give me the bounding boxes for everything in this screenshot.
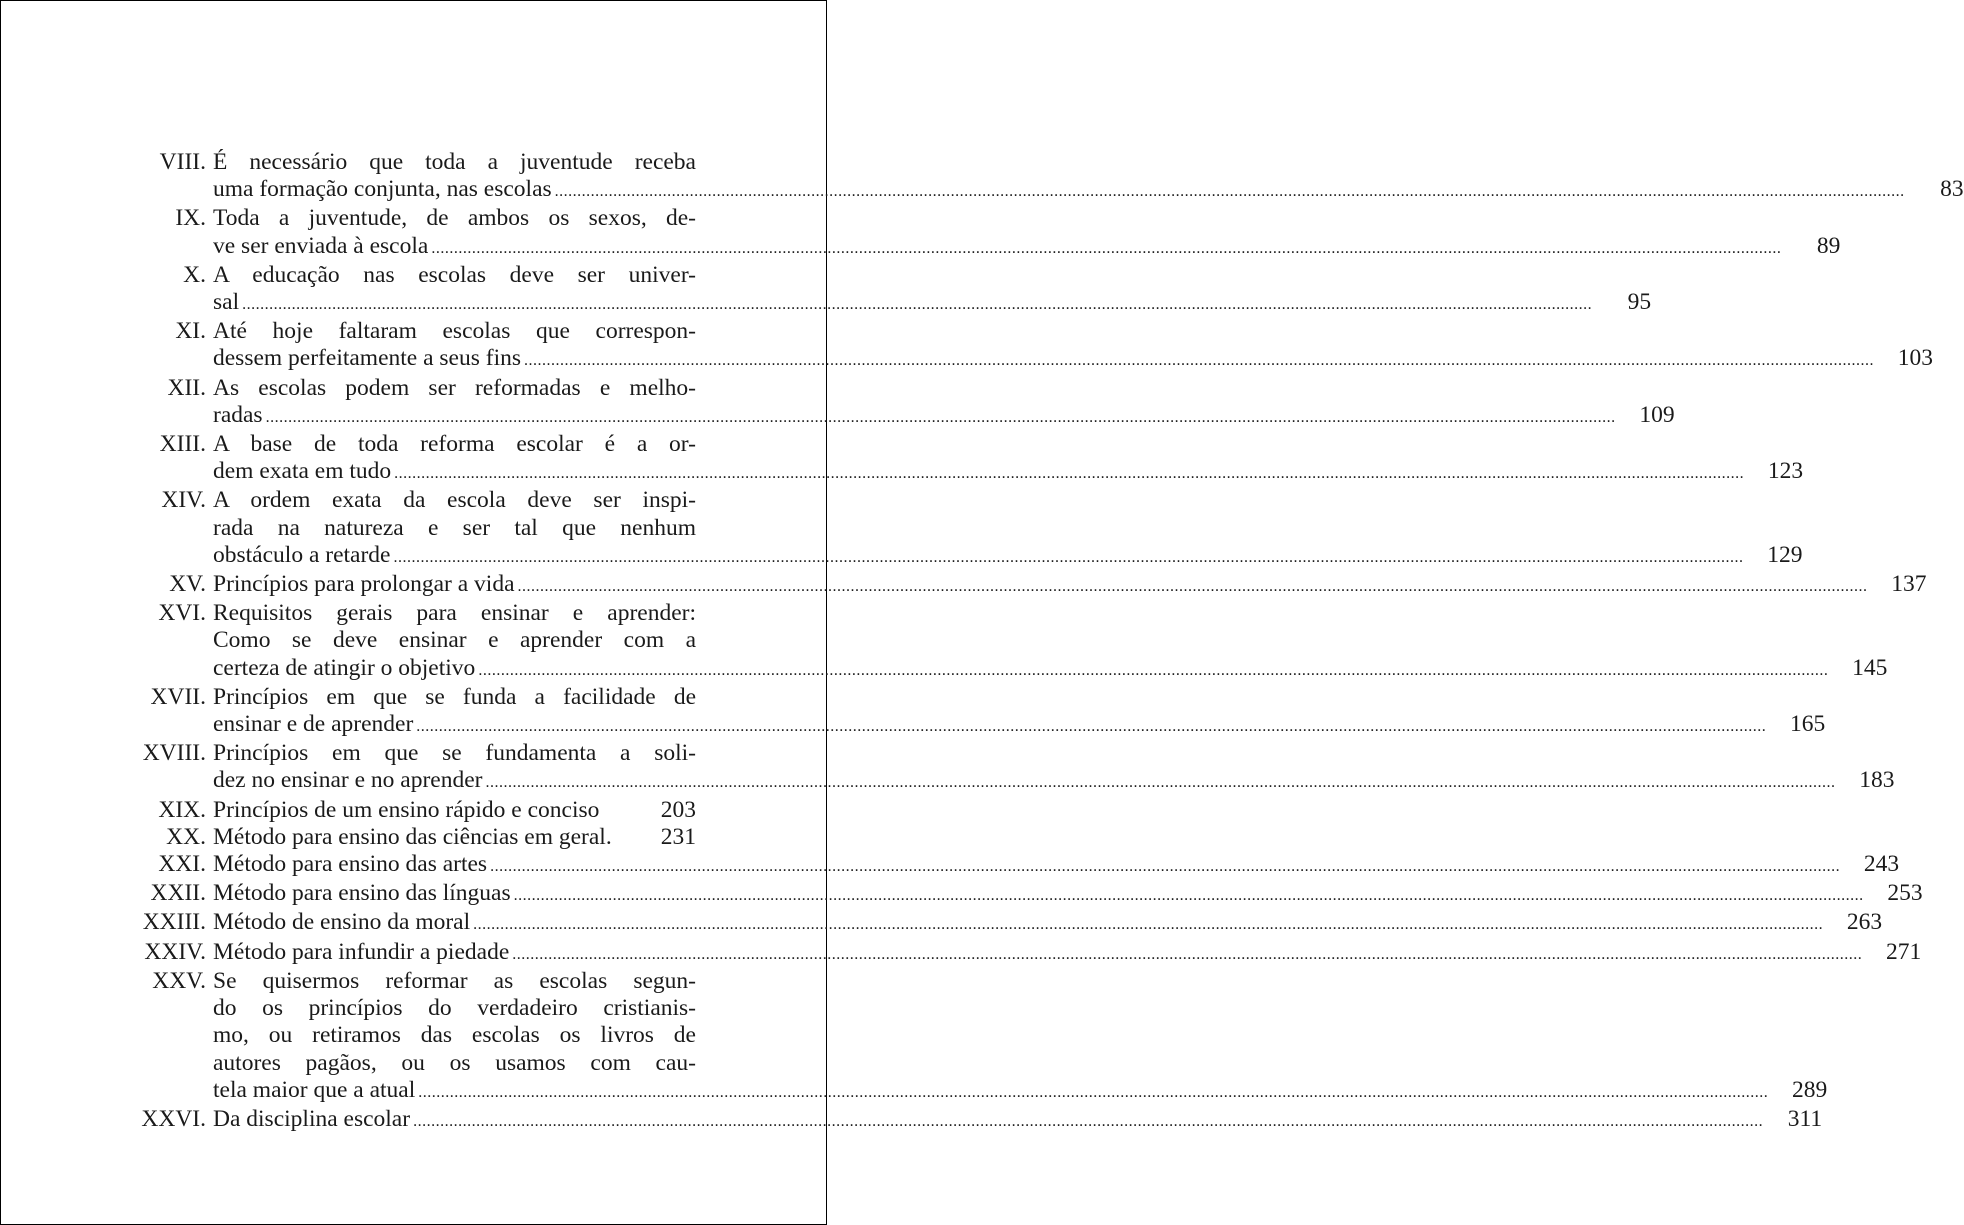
chapter-title	[213, 205, 1841, 261]
chapter-title-line: radas	[213, 401, 263, 428]
toc-entry	[131, 683, 1826, 740]
chapter-title-line: Princípios para prolongar a vida	[213, 571, 515, 598]
chapter-title-line: ve ser enviada à escola	[213, 232, 429, 259]
chapter-title-last-line	[213, 824, 696, 851]
chapter-number: XII.	[167, 374, 206, 401]
page-number: 129	[1767, 541, 1803, 568]
page-number: 83	[1940, 176, 1964, 203]
chapter-number: XVII.	[150, 683, 206, 710]
dot-leader: ............................................................................................................................................................................................................................................................................................................	[512, 945, 1863, 963]
page-number: 311	[1787, 1105, 1823, 1132]
chapter-number: XV.	[169, 571, 206, 598]
chapter-title-line: Da disciplina escolar	[213, 1105, 411, 1132]
page-number: 109	[1639, 401, 1675, 428]
chapter-title-last-line	[213, 851, 1900, 880]
chapter-title-line: Princípios de um ensino rápido e conciso	[213, 796, 600, 823]
chapter-title-line: Como se deve ensinar e aprender com a	[213, 627, 696, 654]
chapter-title	[213, 851, 1900, 880]
chapter-title	[213, 149, 1964, 205]
chapter-title-last-line	[213, 571, 1927, 600]
dot-leader: ............................................................................................................................................................................................................................................................................................................	[431, 239, 1782, 257]
chapter-title-last-line	[213, 1076, 1828, 1106]
dot-leader: ............................................................................................................................................................................................................................................................................................................	[490, 858, 1841, 876]
chapter-title-last-line	[213, 880, 1923, 909]
chapter-title-line: A ordem exata da escola deve ser inspi-	[213, 487, 696, 514]
chapter-title-last-line	[213, 232, 1841, 262]
toc-entry	[131, 740, 1895, 796]
dot-leader: ............................................................................................................................................................................................................................................................................................................	[394, 465, 1745, 483]
toc-entry	[131, 851, 1900, 880]
toc-entry	[131, 318, 1934, 374]
chapter-title-line: mo, ou retiramos das escolas os livros de	[213, 1022, 696, 1049]
chapter-title-line: obstáculo a retarde	[213, 541, 391, 568]
page-number: 137	[1891, 571, 1927, 598]
chapter-title	[213, 880, 1923, 909]
chapter-number: X.	[183, 261, 206, 288]
toc-entry	[131, 261, 1652, 318]
chapter-title-line: tela maior que a atual	[213, 1076, 416, 1103]
table-of-contents	[131, 149, 1964, 1135]
chapter-title-line: dessem perfeitamente a seus fins	[213, 345, 522, 372]
chapter-title	[213, 683, 1826, 740]
page-number: 289	[1792, 1076, 1828, 1103]
chapter-title-last-line	[213, 541, 1803, 571]
dot-leader: ............................................................................................................................................................................................................................................................................................................	[554, 183, 1905, 201]
chapter-number: XXII.	[150, 880, 206, 907]
dot-leader: ............................................................................................................................................................................................................................................................................................................	[242, 296, 1593, 314]
chapter-title-line: Princípios em que se funda a facilidade de	[213, 683, 696, 710]
chapter-title	[213, 740, 1895, 796]
chapter-title	[213, 600, 1888, 684]
page-number: 243	[1863, 851, 1900, 878]
toc-entry	[131, 967, 1828, 1106]
page-number: 89	[1816, 232, 1841, 259]
page-number: 183	[1859, 767, 1895, 794]
chapter-title-line: dez no ensinar e no aprender	[213, 767, 483, 794]
chapter-title-line: Se quisermos reformar as escolas segun-	[213, 967, 696, 994]
chapter-title-last-line	[213, 458, 1804, 487]
chapter-title	[213, 571, 1927, 600]
chapter-title-line: Método de ensino da moral	[213, 909, 471, 936]
chapter-number: XX.	[166, 823, 206, 850]
dot-leader: ............................................................................................................................................................................................................................................................................................................	[413, 1112, 1764, 1130]
chapter-title-line: Até hoje faltaram escolas que correspon-	[213, 318, 696, 345]
dot-leader: ............................................................................................................................................................................................................................................................................................................	[416, 718, 1767, 736]
toc-entry	[131, 487, 1803, 571]
dot-leader: ............................................................................................................................................................................................................................................................................................................	[265, 408, 1616, 426]
chapter-title-line: Método para ensino das artes	[213, 851, 488, 878]
chapter-title	[213, 938, 1922, 968]
page-number: 231	[660, 823, 696, 850]
chapter-title-last-line	[213, 176, 1964, 205]
toc-entry	[131, 797, 696, 824]
toc-entry	[131, 374, 1675, 431]
chapter-number: XXV.	[152, 967, 206, 994]
dot-leader: ............................................................................................................................................................................................................................................................................................................	[393, 548, 1744, 566]
page-number: 203	[660, 796, 696, 823]
chapter-title	[213, 797, 696, 824]
chapter-number: XXIV.	[144, 938, 206, 965]
chapter-number: XXVI.	[141, 1105, 206, 1132]
chapter-title-last-line	[213, 401, 1675, 431]
dot-leader: ............................................................................................................................................................................................................................................................................................................	[473, 916, 1824, 934]
dot-leader: ............................................................................................................................................................................................................................................................................................................	[485, 774, 1836, 792]
chapter-title	[213, 374, 1675, 431]
toc-entry	[131, 938, 1922, 968]
chapter-title-last-line	[213, 654, 1888, 684]
chapter-number: XI.	[175, 318, 206, 345]
chapter-title-line: rada na natureza e ser tal que nenhum	[213, 514, 696, 541]
dot-leader: ............................................................................................................................................................................................................................................................................................................	[478, 661, 1829, 679]
chapter-title-last-line	[213, 345, 1934, 374]
chapter-number: XVIII.	[142, 740, 206, 767]
page-number: 165	[1790, 711, 1826, 738]
toc-entry	[131, 205, 1841, 261]
chapter-title	[213, 909, 1883, 938]
toc-entry	[131, 909, 1883, 938]
chapter-number: XXIII.	[142, 909, 206, 936]
page-number: 95	[1627, 289, 1652, 316]
chapter-number: XIX.	[158, 796, 206, 823]
toc-entry	[131, 571, 1927, 600]
chapter-title-last-line	[213, 797, 696, 824]
page-number: 253	[1887, 880, 1923, 907]
page-number: 123	[1767, 458, 1804, 485]
toc-entry	[131, 149, 1964, 205]
toc-entry	[131, 1105, 1823, 1135]
chapter-title	[213, 824, 696, 851]
toc-entry	[131, 824, 696, 851]
toc-entry	[131, 880, 1923, 909]
chapter-title-line: É necessário que toda a juventude receba	[213, 149, 696, 175]
chapter-number: VIII.	[159, 149, 206, 175]
chapter-title	[213, 487, 1803, 571]
chapter-title-line: Método para infundir a piedade	[213, 938, 510, 965]
chapter-title-last-line	[213, 938, 1922, 968]
page-number: 103	[1897, 345, 1934, 372]
chapter-title-line: sal	[213, 289, 240, 316]
chapter-title-line: Princípios em que se fundamenta a soli-	[213, 740, 696, 767]
chapter-title-line: A educação nas escolas deve ser univer-	[213, 261, 696, 288]
dot-leader: ............................................................................................................................................................................................................................................................................................................	[418, 1083, 1769, 1101]
chapter-title-line: A base de toda reforma escolar é a or-	[213, 431, 696, 458]
chapter-number: XIII.	[159, 431, 206, 458]
chapter-title	[213, 318, 1934, 374]
chapter-title-line: Requisitos gerais para ensinar e aprender:	[213, 600, 696, 627]
chapter-title-last-line	[213, 711, 1826, 740]
chapter-title-line: do os princípios do verdadeiro cristianis-	[213, 995, 696, 1022]
page-number: 271	[1886, 938, 1922, 965]
chapter-title	[213, 967, 1828, 1106]
chapter-title	[213, 261, 1652, 318]
page-number: 263	[1846, 909, 1883, 936]
chapter-title-last-line	[213, 767, 1895, 796]
chapter-title-line: Método para ensino das línguas	[213, 880, 511, 907]
dot-leader: ............................................................................................................................................................................................................................................................................................................	[513, 887, 1864, 905]
toc-entry	[131, 431, 1804, 487]
chapter-title-line: As escolas podem ser reformadas e melho-	[213, 374, 696, 401]
chapter-title-line: ensinar e de aprender	[213, 711, 414, 738]
chapter-title-last-line	[213, 1105, 1823, 1135]
page-number: 145	[1852, 654, 1888, 681]
chapter-number: XVI.	[158, 600, 206, 627]
chapter-title-line: certeza de atingir o objetivo	[213, 654, 476, 681]
chapter-title-line: Método para ensino das ciências em geral.	[213, 823, 612, 850]
chapter-title-last-line	[213, 289, 1652, 318]
dot-leader: ............................................................................................................................................................................................................................................................................................................	[524, 352, 1875, 370]
toc-entry	[131, 600, 1888, 684]
chapter-title-line: autores pagãos, ou os usamos com cau-	[213, 1049, 696, 1076]
chapter-title	[213, 1105, 1823, 1135]
chapter-number: XXI.	[158, 851, 206, 878]
chapter-title-line: uma formação conjunta, nas escolas	[213, 176, 552, 203]
chapter-number: XIV.	[161, 487, 206, 514]
chapter-title-last-line	[213, 909, 1883, 938]
chapter-title	[213, 431, 1804, 487]
chapter-title-line: dem exata em tudo	[213, 458, 392, 485]
chapter-number: IX.	[175, 205, 206, 232]
dot-leader: ............................................................................................................................................................................................................................................................................................................	[517, 578, 1868, 596]
chapter-title-line: Toda a juventude, de ambos os sexos, de-	[213, 205, 696, 232]
